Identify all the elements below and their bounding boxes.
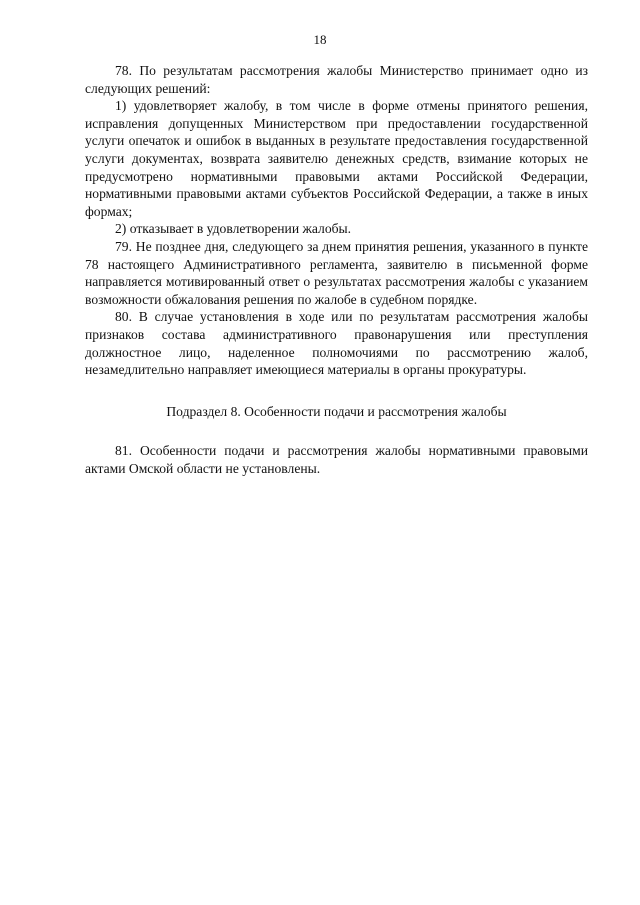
paragraph-81: 81. Особенности подачи и рассмотрения жалобы нормативными правовыми актами Омской области не установлены. [85, 443, 588, 476]
paragraph-80: 80. В случае установления в ходе или по результатам рассмотрения жалобы признаков состава административного правонарушения или преступления должностное лицо, наделенное полномочиями по рассмотрению жалоб, незамедлительно направляет имеющиеся материалы в органы прокуратуры. [85, 309, 588, 378]
page-number: 18 [313, 32, 327, 47]
document-body [85, 62, 588, 477]
paragraph-78-item-2: 2) отказывает в удовлетворении жалобы. [115, 221, 352, 237]
paragraph-78: 78. По результатам рассмотрения жалобы Министерство принимает одно из следующих решений: [85, 63, 588, 96]
subsection-heading: Подраздел 8. Особенности подачи и рассмотрения жалобы [166, 403, 507, 419]
paragraph-78-item-1: 1) удовлетворяет жалобу, в том числе в форме отмены принятого решения, исправления допущенных Министерством при предоставлении государственной услуги опечаток и ошибок в выданных в результате предоставления государственной услуги документах, возврата заявителю денежных средств, взимание которых не предусмотрено нормативными правовыми актами Российской Федерации, нормативными правовыми актами субъектов Российской Федерации, а также в иных формах; [85, 98, 588, 219]
paragraph-79: 79. Не позднее дня, следующего за днем принятия решения, указанного в пункте 78 настоящего Административного регламента, заявителю в письменной форме направляется мотивированный ответ о результатах рассмотрения жалобы с указанием возможности обжалования решения по жалобе в судебном порядке. [85, 238, 588, 307]
